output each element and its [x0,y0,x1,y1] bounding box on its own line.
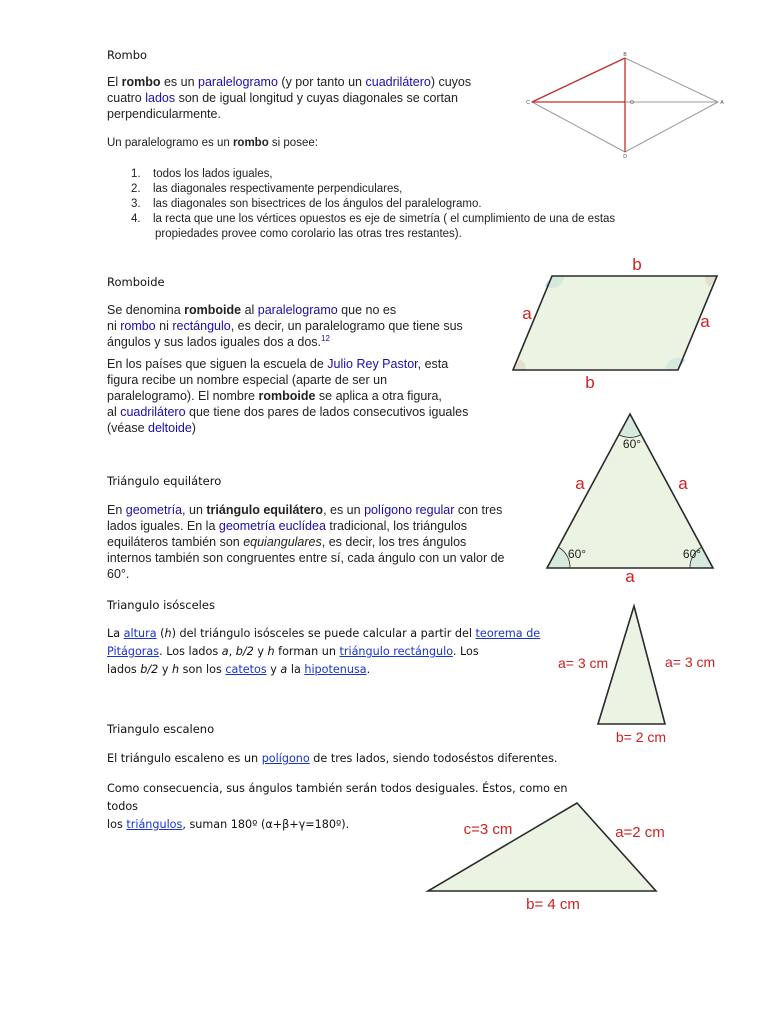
romboide-paragraph-2: En los países que siguen la escuela de Julio Rey Pastor, esta figura recibe un nombre especial (aparte de ser un paralelogramo). El nombre romboide se aplica a otra figura, al cuadrilátero que tiene dos pares de lados consecutivos iguales (véase deltoide) [107,357,469,435]
rombo-figure [522,50,728,160]
isosceles-paragraph: La altura (h) del triángulo isósceles se puede calcular a partir del teorema de Pitágoras. Los lados a, b/2 y h forman un triángulo rectángulo. Los lados b/2 y h son los catetos y a la hipotenusa. [107,627,541,676]
side-left-label: a [575,474,585,493]
isosceles-left-label: a= 3 cm [558,655,609,671]
link-rombo[interactable]: rombo [120,319,156,333]
escaleno-left-label: c=3 cm [463,821,513,838]
rombo-paragraph: El rombo es un paralelogramo (y por tanto un cuadrilátero) cuyos cuatro lados son de igual longitud y cuyas diagonales se cortan perpendicularmente. [107,75,472,121]
link-paralelogramo-2[interactable]: paralelogramo [257,303,338,317]
list-item: 1. todos los lados iguales, [131,168,273,180]
link-deltoide[interactable]: deltoide [148,421,192,435]
isosceles-bottom-label: b= 2 cm [615,729,667,745]
list-item: 2. las diagonales respectivamente perpendiculares, [131,183,403,195]
link-lados[interactable]: lados [145,91,176,105]
link-rectangulo[interactable]: rectángulo [172,319,231,333]
link-triangulos[interactable]: triángulos [126,818,183,831]
romboide-figure [505,250,730,395]
link-julio-rey-pastor[interactable]: Julio Rey Pastor [327,357,418,371]
romboide-shape [513,276,717,370]
link-altura[interactable]: altura [123,627,157,640]
link-triangulo-rectangulo[interactable]: triángulo rectángulo [339,645,453,658]
link-pitagoras[interactable]: Pitágoras [107,645,160,658]
link-paralelogramo[interactable]: paralelogramo [198,75,278,89]
romboide-paragraph-1: Se denomina romboide al paralelogramo que no es ni rombo ni rectángulo, es decir, un paralelogramo que tiene sus ángulos y sus lados iguales dos a dos.$^{12}$ [107,303,463,349]
center-o-label: O [630,100,634,106]
romboide-label-top: b [632,255,642,274]
romboide-label-bottom: b [585,373,595,392]
escaleno-paragraph-1: El triángulo escaleno es un polígono de tres lados, siendo todoséstos diferentes. [107,752,558,765]
escaleno-right-label: a=2 cm [615,824,665,841]
romboide-label-right: a [700,312,710,331]
equilatero-figure [540,405,725,588]
link-cuadrilatero-2[interactable]: cuadrilátero [120,405,186,419]
rombo-side-cb [532,58,625,102]
rombo-properties-list [131,167,671,242]
escaleno-figure [420,795,680,920]
vertex-d-label: D [623,154,627,160]
equilatero-paragraph: En geometría, un triángulo equilátero, es un polígono regular con tres lados iguales. En la geometría euclídea tradicional, los triángulos equiláteros también son equiangulares, es decir, los tres ángulos internos también son congruentes entre sí, cada ángulo con un valor de 60°. [107,503,505,581]
escaleno-shape [428,803,656,891]
link-teorema-de[interactable]: teorema de [475,627,541,640]
equilatero-heading: Triángulo equilátero [107,474,222,488]
list-item: 3. las diagonales son bisectrices de los ángulos del paralelogramo. [131,198,482,210]
angle-right-label: 60° [682,547,702,561]
list-item: 4. la recta que une los vértices opuestos es eje de simetría ( el cumplimiento de una de estas propiedades provee como corolario las otras tres restantes). [131,213,616,240]
escaleno-paragraph-2: Como consecuencia, sus ángulos también serán todos desiguales. Éstos, como en todos los triángulos, suman 180º (α+β+γ=180º). [107,782,568,831]
link-cuadrilatero[interactable]: cuadrilátero [365,75,431,89]
vertex-a-label: A [720,100,724,106]
isosceles-figure [552,600,727,750]
romboide-label-left: a [522,304,532,323]
link-catetos[interactable]: catetos [225,663,267,676]
angle-left-label: 60° [567,547,587,561]
angle-top-label: 60° [622,437,642,451]
link-geometria[interactable]: geometría [125,503,183,517]
romboide-heading: Romboide [107,275,165,289]
vertex-c-label: C [526,100,530,106]
escaleno-heading: Triangulo escaleno [107,722,215,736]
link-poligono[interactable]: polígono [261,752,310,765]
rombo-heading: Rombo [107,48,148,62]
escaleno-bottom-label: b= 4 cm [526,896,580,913]
isosceles-heading: Triangulo isósceles [107,598,215,612]
link-hipotenusa[interactable]: hipotenusa [304,663,367,676]
isosceles-right-label: a= 3 cm [665,654,716,670]
footnote-ref[interactable]: 12 [321,333,330,343]
side-right-label: a [678,474,688,493]
side-bottom-label: a [625,567,635,586]
vertex-b-label: B [623,52,627,58]
link-geometria-euclidea[interactable]: geometría euclídea [218,519,326,533]
link-poligono-regular[interactable]: polígono regular [364,503,455,517]
rombo-condition-intro: Un paralelogramo es un rombo si posee: [107,137,318,149]
